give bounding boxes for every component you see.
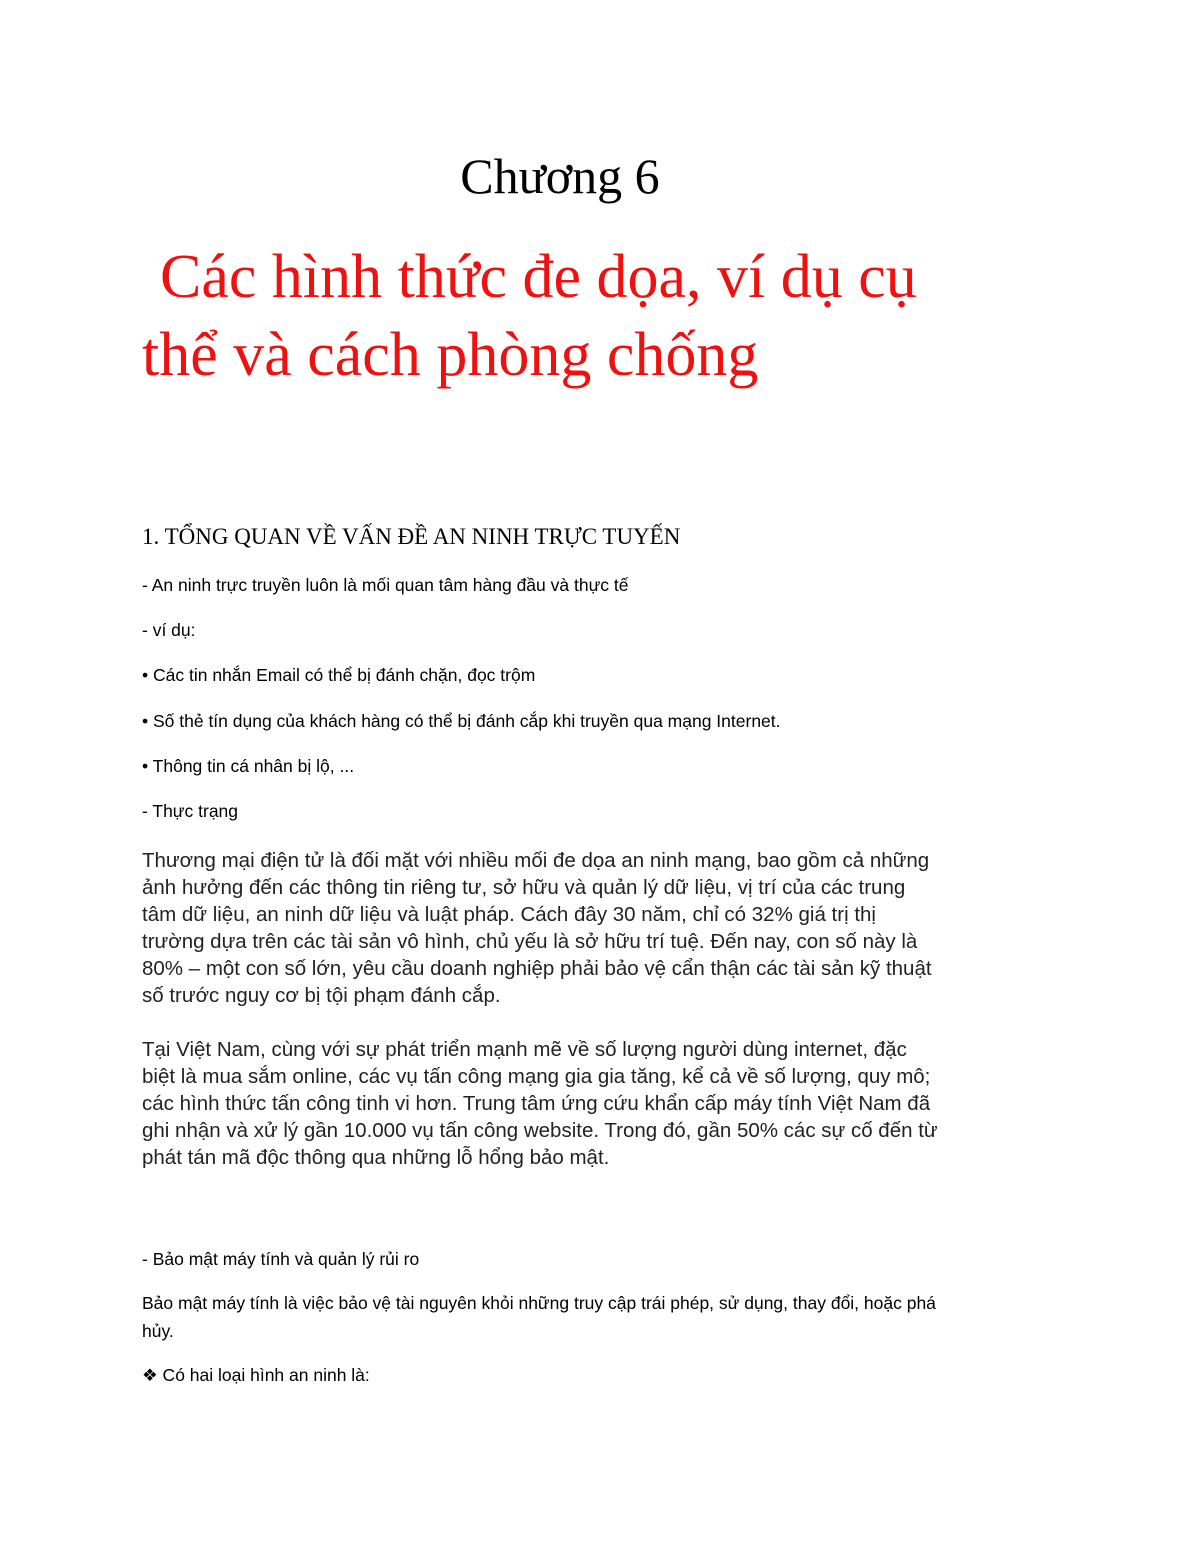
status-label: - Thực trạng — [142, 801, 239, 821]
paragraph-ecommerce-threats — [142, 847, 1062, 1009]
bullet-item-3: • Thông tin cá nhân bị lộ, ... — [142, 756, 355, 776]
chapter-label: Chương 6 — [460, 148, 660, 204]
paragraph-line: Tại Việt Nam, cùng với sự phát triển mạnh mẽ về số lượng người dùng internet, đặc — [142, 1038, 907, 1061]
security-definition-line-1: Bảo mật máy tính là việc bảo vệ tài nguyên khỏi những truy cập trái phép, sử dụng, thay đổi, hoặc phá — [142, 1293, 936, 1313]
paragraph-line: Thương mại điện tử là đối mặt với nhiều mối đe dọa an ninh mạng, bao gồm cả những — [142, 849, 930, 872]
security-label: - Bảo mật máy tính và quản lý rủi ro — [142, 1249, 420, 1269]
security-types-label: ❖ Có hai loại hình an ninh là: — [142, 1365, 370, 1385]
paragraph-vietnam-attacks — [142, 1036, 1062, 1171]
intro-line: - An ninh trực truyền luôn là mối quan tâm hàng đầu và thực tế — [142, 575, 629, 595]
paragraph-line: ảnh hưởng đến các thông tin riêng tư, sở hữu và quản lý dữ liệu, vị trí của các trung — [142, 876, 906, 899]
chapter-title-line-2: thể và cách phòng chống — [142, 321, 759, 389]
bullet-item-2: • Số thẻ tín dụng của khách hàng có thể bị đánh cắp khi truyền qua mạng Internet. — [142, 711, 781, 731]
chapter-title-line-1: Các hình thức đe dọa, ví dụ cụ — [160, 243, 917, 311]
paragraph-line: 80% – một con số lớn, yêu cầu doanh nghiệp phải bảo vệ cẩn thận các tài sản kỹ thuật — [142, 957, 932, 980]
paragraph-line: phát tán mã độc thông qua những lỗ hổng bảo mật. — [142, 1146, 610, 1169]
section-heading: 1. TỔNG QUAN VỀ VẤN ĐỀ AN NINH TRỰC TUYẾN — [142, 524, 681, 549]
paragraph-line: tâm dữ liệu, an ninh dữ liệu và luật pháp. Cách đây 30 năm, chỉ có 32% giá trị thị — [142, 903, 876, 926]
paragraph-line: số trước nguy cơ bị tội phạm đánh cắp. — [142, 984, 501, 1007]
paragraph-line: các hình thức tấn công tinh vi hơn. Trung tâm ứng cứu khẩn cấp máy tính Việt Nam đã — [142, 1092, 931, 1115]
bullet-item-1: • Các tin nhắn Email có thể bị đánh chặn, đọc trộm — [142, 665, 536, 685]
paragraph-line: trường dựa trên các tài sản vô hình, chủ yếu là sở hữu trí tuệ. Đến nay, con số này là — [142, 930, 918, 953]
paragraph-line: ghi nhận và xử lý gần 10.000 vụ tấn công website. Trong đó, gần 50% các sự cố đến từ — [142, 1119, 938, 1142]
paragraph-line: biệt là mua sắm online, các vụ tấn công mạng gia gia tăng, kể cả về số lượng, quy mô; — [142, 1065, 931, 1088]
security-definition-line-2: hủy. — [142, 1321, 174, 1341]
example-label: - ví dụ: — [142, 620, 196, 640]
chapter-title — [142, 238, 1142, 394]
